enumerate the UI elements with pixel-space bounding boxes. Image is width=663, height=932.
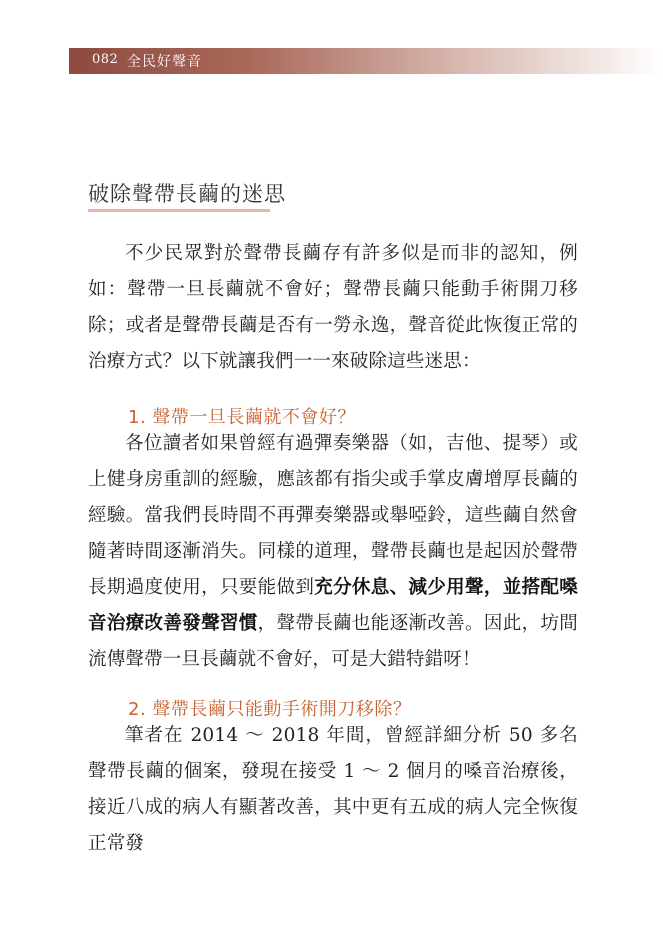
page-number: 082 [92, 52, 119, 67]
running-header [69, 48, 663, 74]
section-title: 破除聲帶長繭的迷思 [88, 182, 286, 206]
book-title: 全民好聲音 [127, 54, 202, 70]
intro-paragraph: 不少民眾對於聲帶長繭存有許多似是而非的認知，例如：聲帶一旦長繭就不會好；聲帶長繭只能動手術開刀移除；或者是聲帶長繭是否有一勞永逸，聲音從此恢復正常的治療方式？以下就讓我們一一來破除這些迷思： [88, 243, 578, 372]
myth1-text-bold: 充分休息、減少用聲，並搭配嗓音治療改善發聲習慣 [88, 577, 578, 634]
myth2-paragraph: 筆者在 2014 ～ 2018 年間，曾經詳細分析 50 多名聲帶長繭的個案，發現在接受 1 ～ 2 個月的嗓音治療後，接近八成的病人有顯著改善，其中更有五成的病人完全恢復正常發 [88, 725, 578, 854]
myth1-text-before: 各位讀者如果曾經有過彈奏樂器（如，吉他、提琴）或上健身房重訓的經驗，應該都有指尖或手掌皮膚增厚長繭的經驗。當我們長時間不再彈奏樂器或舉啞鈴，這些繭自然會隨著時間逐漸消失。同樣的道理，聲帶長繭也是起因於聲帶長期過度使用，只要能做到 [88, 433, 578, 598]
myth1-paragraph [88, 426, 578, 678]
myth1-heading: 1. 聲帶一旦長繭就不會好？ [128, 407, 356, 428]
myth2-heading: 2. 聲帶長繭只能動手術開刀移除？ [128, 699, 412, 720]
title-underline [88, 209, 270, 212]
myth1-text-after: ，聲帶長繭也能逐漸改善。因此，坊間流傳聲帶一旦長繭就不會好，可是大錯特錯呀！ [88, 613, 578, 670]
